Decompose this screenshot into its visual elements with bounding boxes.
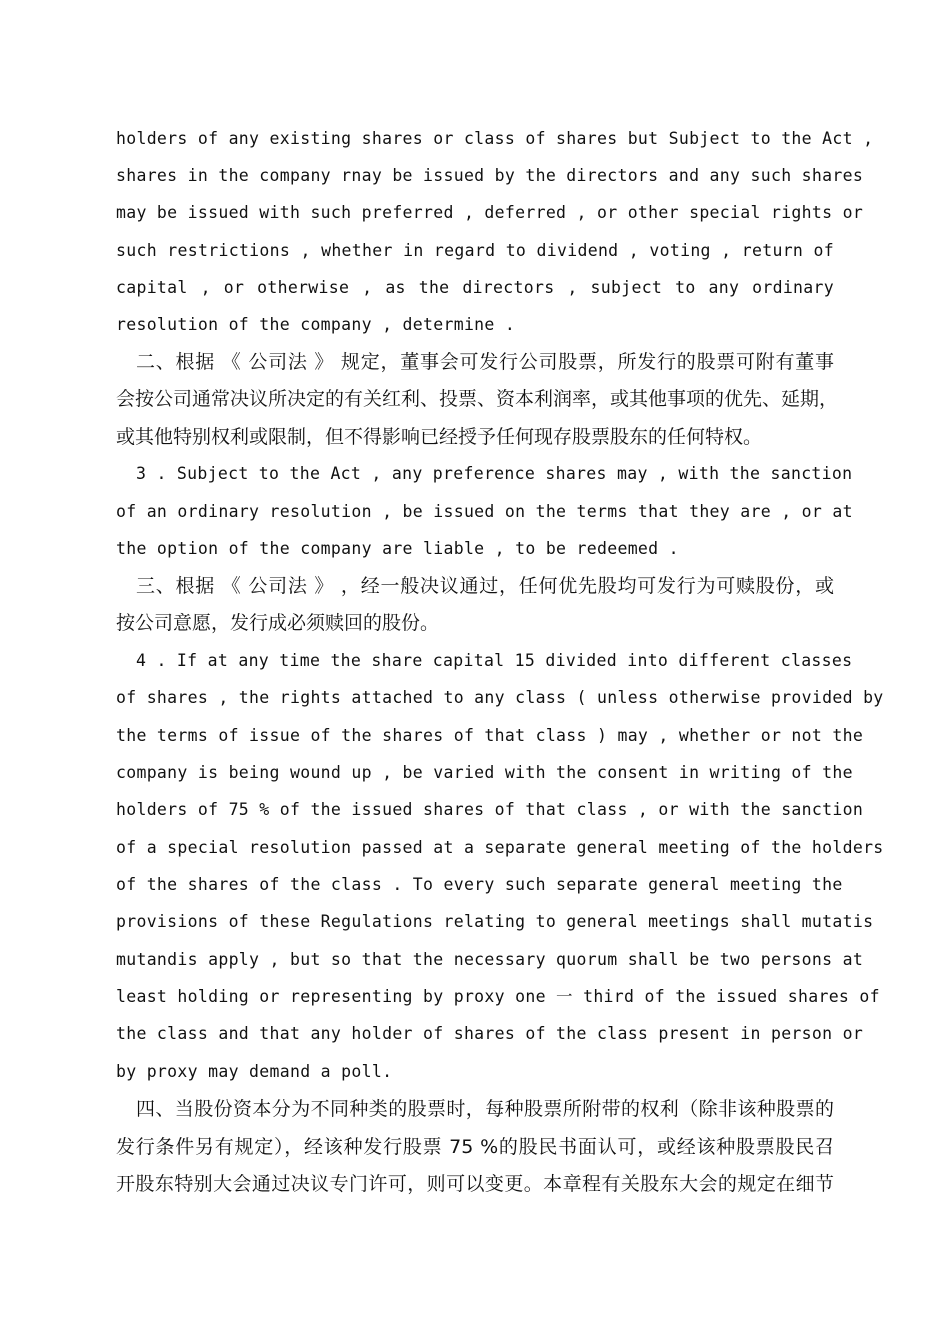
text-line: company is being wound up , be varied with the consent in writing of the <box>116 763 853 782</box>
text-line: 二、根据 《 公司法 》 规定，董事会可发行公司股票，所发行的股票可附有董事 <box>136 351 834 373</box>
text-line: 3 . Subject to the Act , any preference shares may , with the sanction <box>136 464 853 483</box>
text-line: 三、根据 《 公司法 》 ，经一般决议通过，任何优先股均可发行为可赎股份，或 <box>136 575 834 597</box>
text-line: holders of 75 % of the issued shares of that class , or with the sanction <box>116 800 864 819</box>
text-line: of an ordinary resolution , be issued on the terms that they are , or at <box>116 502 853 521</box>
text-line: capital , or otherwise , as the directors , subject to any ordinary <box>116 278 834 297</box>
text-line: of the shares of the class . To every such separate general meeting the <box>116 875 843 894</box>
text-line: the terms of issue of the shares of that class ) may , whether or not the <box>116 726 864 745</box>
text-line: 发行条件另有规定），经该种发行股票 75 %的股民书面认可，或经该种股票股民召 <box>116 1136 834 1158</box>
text-line: resolution of the company , determine . <box>116 315 516 334</box>
text-line: mutandis apply , but so that the necessary quorum shall be two persons at <box>116 950 864 969</box>
text-line: 开股东特别大会通过决议专门许可，则可以变更。本章程有关股东大会的规定在细节 <box>116 1173 834 1195</box>
text-line: shares in the company rnay be issued by the directors and any such shares <box>116 166 864 185</box>
text-line: the option of the company are liable , to be redeemed . <box>116 539 679 558</box>
text-line: such restrictions , whether in regard to dividend , voting , return of <box>116 241 834 260</box>
text-line: the class and that any holder of shares of the class present in person or <box>116 1024 864 1043</box>
text-line: holders of any existing shares or class of shares but Subject to the Act , <box>116 129 874 148</box>
text-line: provisions of these Regulations relating to general meetings shall mutatis <box>116 912 874 931</box>
text-line: 会按公司通常决议所决定的有关红利、投票、资本利润率，或其他事项的优先、延期， <box>116 388 839 410</box>
text-line: may be issued with such preferred , deferred , or other special rights or <box>116 203 864 222</box>
text-line: least holding or representing by proxy one 一 third of the issued shares of <box>116 987 880 1006</box>
text-line: 4 . If at any time the share capital 15 divided into different classes <box>136 651 853 670</box>
text-line: by proxy may demand a poll. <box>116 1062 393 1081</box>
text-line: of shares , the rights attached to any class ( unless otherwise provided by <box>116 688 884 707</box>
text-line: of a special resolution passed at a separate general meeting of the holders <box>116 838 884 857</box>
text-line: 或其他特别权利或限制，但不得影响已经授予任何现存股票股东的任何特权。 <box>116 426 763 448</box>
text-line: 按公司意愿，发行成必须赎回的股份。 <box>116 612 440 634</box>
text-line: 四、当股份资本分为不同种类的股票时，每种股票所附带的权利（除非该种股票的 <box>136 1098 834 1120</box>
